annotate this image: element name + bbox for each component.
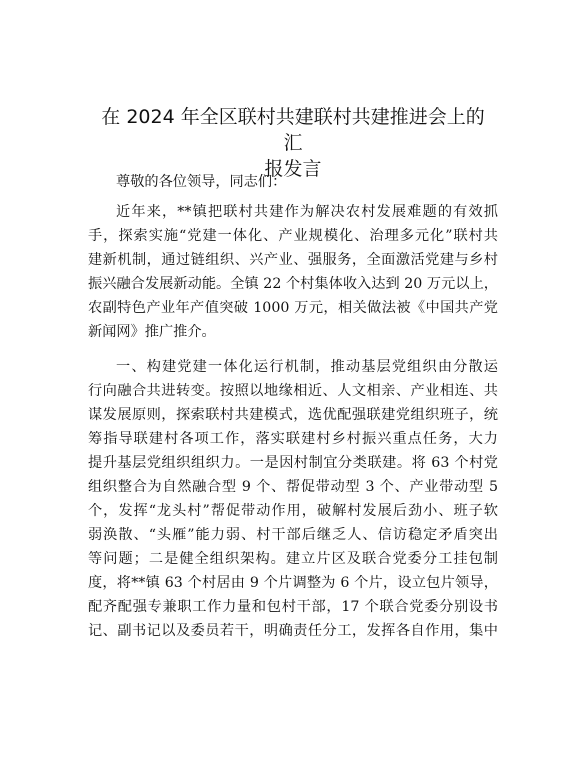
paragraph-2-line: 记、副书记以及委员若干，明确责任分工，发挥各自作用，集中 bbox=[88, 623, 498, 639]
title-line-2: 报发言 bbox=[264, 158, 322, 180]
title-line-1: 在 2024 年全区联村共建联村共建推进会上的汇 bbox=[101, 106, 485, 154]
paragraph-2-line: 个，发挥“龙头村”帮促带动作用，破解村发展后劲小、班子软 bbox=[88, 503, 498, 519]
paragraph-1-line: 新闻网》推广推介。 bbox=[88, 324, 216, 340]
paragraph-2-line: 筹指导联建村各项工作，落实联建村乡村振兴重点任务，大力 bbox=[88, 431, 498, 447]
paragraph-1-line: 手，探索实施“党建一体化、产业规模化、治理多元化”联村共 bbox=[88, 228, 498, 244]
paragraph-2-line: 谋发展原则，探索联村共建模式，选优配强联建党组织班子，统 bbox=[88, 407, 498, 423]
paragraph-2-line: 组织整合为自然融合型 9 个、帮促带动型 3 个、产业带动型 5 bbox=[88, 479, 498, 495]
paragraph-1-line: 建新机制，通过链组织、兴产业、强服务，全面激活党建与乡村 bbox=[88, 252, 498, 268]
paragraph-1-line: 农副特色产业年产值突破 1000 万元，相关做法被《中国共产党 bbox=[88, 300, 498, 316]
paragraph-1-line: 振兴融合发展新动能。全镇 22 个村集体收入达到 20 万元以上， bbox=[88, 276, 498, 292]
paragraph-2-line: 提升基层党组织组织力。一是因村制宜分类联建。将 63 个村党 bbox=[88, 455, 498, 471]
paragraph-1-line: 近年来，**镇把联村共建作为解决农村发展难题的有效抓 bbox=[116, 204, 498, 220]
paragraph-2-line: 一、构建党建一体化运行机制，推动基层党组织由分散运 bbox=[116, 359, 498, 375]
paragraph-2-line: 弱涣散、“头雁”能力弱、村干部后继乏人、信访稳定矛盾突出 bbox=[88, 527, 498, 543]
paragraph-2-line: 度，将**镇 63 个村居由 9 个片调整为 6 个片，设立包片领导， bbox=[88, 575, 498, 591]
paragraph-2-line: 配齐配强专兼职工作力量和包村干部，17 个联合党委分别设书 bbox=[88, 599, 498, 615]
salutation: 尊敬的各位领导，同志们： bbox=[116, 174, 287, 190]
paragraph-2-line: 等问题；二是健全组织架构。建立片区及联合党委分工挂包制 bbox=[88, 551, 498, 567]
document-title bbox=[100, 104, 486, 182]
paragraph-2-line: 行向融合共进转变。按照以地缘相近、人文相亲、产业相连、共 bbox=[88, 383, 498, 399]
